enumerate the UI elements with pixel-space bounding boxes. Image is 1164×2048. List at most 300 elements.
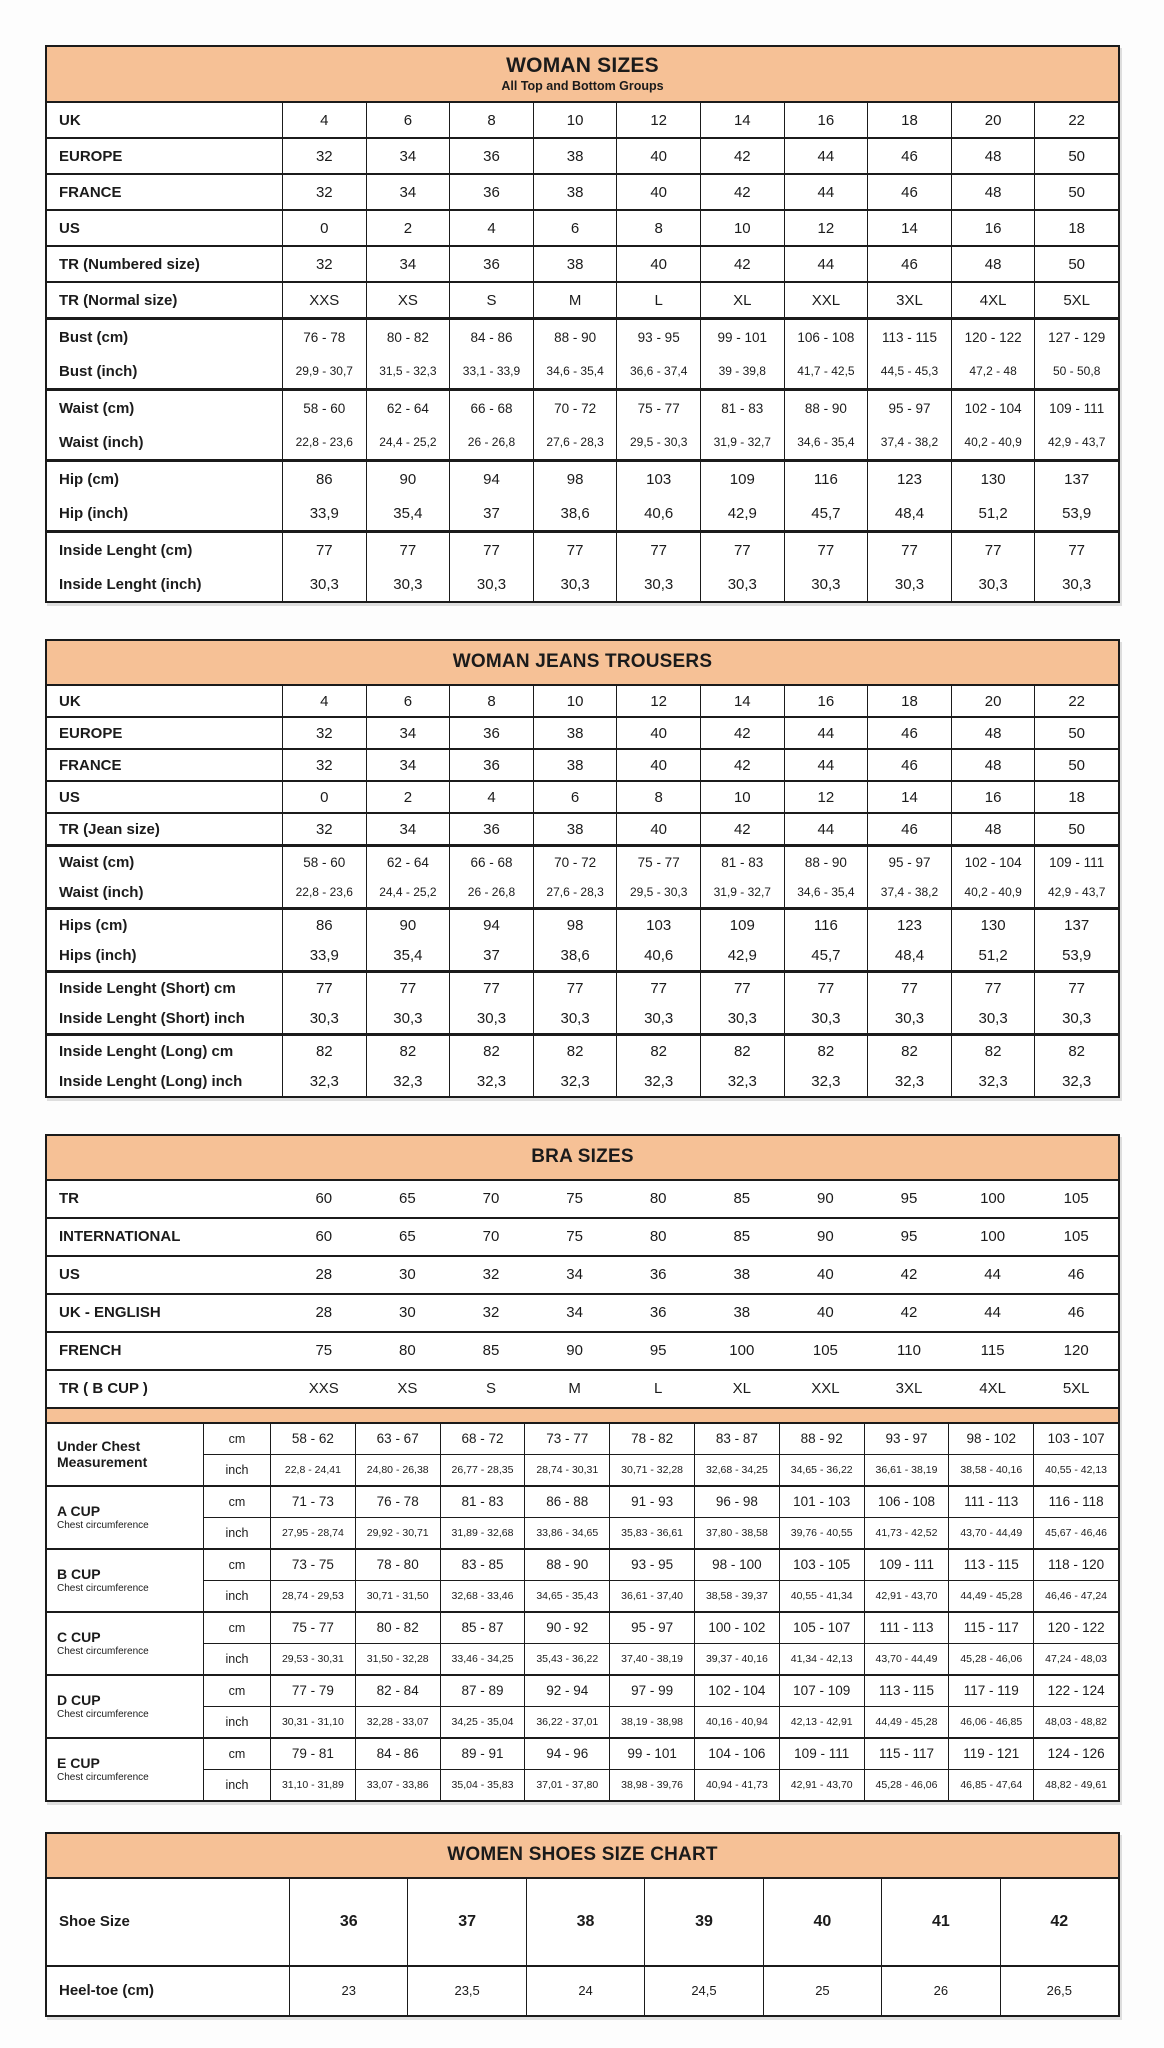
size-cell: 46,06 - 46,85: [948, 1707, 1033, 1737]
size-cell: 22,8 - 24,41: [270, 1455, 355, 1485]
cup-label: [47, 1613, 203, 1674]
size-cell: 101 - 103: [779, 1487, 864, 1518]
size-cell: 40: [817, 1266, 834, 1284]
size-cell: 93 - 95: [616, 320, 700, 354]
size-cell: 60: [315, 1228, 333, 1246]
size-cell: 130: [951, 462, 1035, 496]
size-cell: 75 - 77: [616, 391, 700, 425]
size-cell: 37: [407, 1879, 525, 1965]
size-cell: 46,85 - 47,64: [948, 1770, 1033, 1800]
size-cell: 43,70 - 44,49: [864, 1644, 949, 1674]
table-row: [47, 317, 1118, 354]
size-cell: 116: [784, 910, 868, 940]
size-cell: 95: [649, 1342, 667, 1360]
size-cell: 24,4 - 25,2: [366, 877, 450, 907]
size-cell: 122 - 124: [1033, 1676, 1118, 1707]
size-cell: 14: [867, 211, 951, 245]
size-cell: 78 - 82: [609, 1424, 694, 1455]
size-cell: 4XL: [979, 1380, 1006, 1398]
size-cell: 32,3: [867, 1066, 951, 1096]
row-label: Waist (cm): [59, 853, 135, 871]
size-cell: XS: [397, 1380, 418, 1398]
size-cell: 34,65 - 35,43: [524, 1581, 609, 1611]
size-cell: 79 - 81: [270, 1739, 355, 1770]
size-cell: 32,3: [700, 1066, 784, 1096]
size-cell: 93 - 95: [609, 1550, 694, 1581]
size-cell: 105: [1063, 1190, 1089, 1208]
size-cell: 30,3: [700, 1003, 784, 1033]
size-cell: 95: [900, 1228, 918, 1246]
size-cell: 24,4 - 25,2: [366, 425, 450, 459]
size-cell: 36: [449, 814, 533, 844]
size-cell: 88 - 90: [784, 847, 868, 877]
size-cell: 46,46 - 47,24: [1033, 1581, 1118, 1611]
size-cell: 5XL: [1034, 283, 1118, 317]
size-cell: 31,50 - 32,28: [355, 1644, 440, 1674]
table-row: [47, 844, 1118, 877]
size-cell: 46: [867, 718, 951, 748]
size-cell: 16: [951, 782, 1035, 812]
size-cell: 40: [616, 175, 700, 209]
size-cell: 87 - 89: [440, 1676, 525, 1707]
size-cell: 38,6: [533, 496, 617, 530]
row-label: Inside Lenght (cm): [59, 541, 193, 559]
size-cell: 116: [784, 462, 868, 496]
size-cell: 12: [784, 211, 868, 245]
size-cell: 50: [1034, 718, 1118, 748]
table-row: [47, 748, 1118, 780]
size-cell: 82: [533, 1036, 617, 1066]
size-cell: 102 - 104: [951, 391, 1035, 425]
size-cell: 109 - 111: [864, 1550, 949, 1581]
size-cell: 124 - 126: [1033, 1739, 1118, 1770]
size-cell: 70 - 72: [533, 391, 617, 425]
size-cell: 16: [951, 211, 1035, 245]
woman-sizes-body: [47, 103, 1118, 601]
row-label: Bust (cm): [59, 328, 129, 346]
cup-subtitle: Chest circumference: [57, 1709, 149, 1721]
size-cell: 77: [282, 533, 366, 567]
size-cell: 77: [867, 533, 951, 567]
size-cell: 38: [733, 1304, 751, 1322]
table-row: [47, 877, 1118, 907]
size-cell: 48,4: [867, 496, 951, 530]
size-cell: 44: [784, 814, 868, 844]
row-label: FRENCH: [59, 1342, 122, 1360]
size-cell: 50: [1034, 175, 1118, 209]
size-cell: 32,3: [951, 1066, 1035, 1096]
size-cell: 102 - 104: [951, 847, 1035, 877]
size-cell: 30,3: [282, 567, 366, 601]
row-label: TR (Jean size): [59, 820, 160, 838]
size-cell: 25: [763, 1967, 881, 2015]
size-cell: 37,4 - 38,2: [867, 877, 951, 907]
size-cell: 63 - 67: [355, 1424, 440, 1455]
cup-label: [47, 1424, 203, 1485]
size-cell: 31,10 - 31,89: [270, 1770, 355, 1800]
size-cell: 40,55 - 42,13: [1033, 1455, 1118, 1485]
size-cell: 42: [700, 750, 784, 780]
row-label: Inside Lenght (Short) cm: [59, 979, 236, 997]
size-cell: 30,3: [784, 567, 868, 601]
size-cell: 109: [700, 462, 784, 496]
size-cell: XXS: [308, 1380, 339, 1398]
size-cell: 33,1 - 33,9: [449, 354, 533, 388]
size-cell: 38: [533, 750, 617, 780]
size-cell: S: [449, 283, 533, 317]
size-cell: 113 - 115: [864, 1676, 949, 1707]
table-row: [47, 388, 1118, 425]
table-row: [47, 1369, 1118, 1407]
size-cell: 32: [282, 718, 366, 748]
size-cell: 77: [366, 533, 450, 567]
shoes-size-body: [47, 1879, 1118, 2015]
size-cell: 48: [951, 247, 1035, 281]
size-cell: 32: [282, 750, 366, 780]
size-cell: 82: [366, 1036, 450, 1066]
size-cell: 109 - 111: [1034, 391, 1118, 425]
size-cell: 80 - 82: [355, 1613, 440, 1644]
size-cell: 46: [867, 814, 951, 844]
size-cell: 95 - 97: [867, 847, 951, 877]
size-cell: 77: [616, 533, 700, 567]
size-cell: 38: [533, 175, 617, 209]
cup-group: [47, 1485, 1118, 1548]
size-cell: 82: [1034, 1036, 1118, 1066]
size-cell: 29,5 - 30,3: [616, 425, 700, 459]
size-cell: 31,5 - 32,3: [366, 354, 450, 388]
size-cell: 36: [649, 1304, 667, 1322]
size-cell: 40,2 - 40,9: [951, 877, 1035, 907]
row-label: EUROPE: [59, 724, 123, 742]
size-cell: 35,83 - 36,61: [609, 1518, 694, 1548]
bra-cup-grid: [47, 1424, 1118, 1800]
size-cell: 71 - 73: [270, 1487, 355, 1518]
size-cell: 50 - 50,8: [1034, 354, 1118, 388]
table-row: [47, 496, 1118, 530]
size-cell: 6: [533, 782, 617, 812]
size-cell: 30,3: [867, 567, 951, 601]
size-cell: 100 - 102: [694, 1613, 779, 1644]
size-cell: 30: [399, 1266, 416, 1284]
size-cell: S: [485, 1380, 496, 1398]
size-cell: 34,6 - 35,4: [533, 354, 617, 388]
size-cell: 32,3: [784, 1066, 868, 1096]
unit-label-inch: inch: [203, 1581, 270, 1611]
size-cell: 3XL: [895, 1380, 923, 1398]
size-cell: 97 - 99: [609, 1676, 694, 1707]
size-cell: 75: [566, 1228, 583, 1246]
size-cell: 42,9 - 43,7: [1034, 425, 1118, 459]
size-cell: 14: [867, 782, 951, 812]
size-cell: 46: [867, 139, 951, 173]
size-cell: 30,3: [700, 567, 784, 601]
unit-label-inch: inch: [203, 1707, 270, 1737]
size-cell: 29,5 - 30,3: [616, 877, 700, 907]
size-cell: 4: [282, 686, 366, 716]
jeans-trousers-table: [45, 639, 1120, 1098]
size-cell: 39: [644, 1879, 762, 1965]
size-cell: 42: [700, 814, 784, 844]
size-cell: 44: [784, 750, 868, 780]
size-cell: 45,7: [784, 940, 868, 970]
size-cell: 27,95 - 28,74: [270, 1518, 355, 1548]
size-cell: 2: [366, 211, 450, 245]
size-cell: 34,25 - 35,04: [440, 1707, 525, 1737]
size-cell: 44: [784, 247, 868, 281]
row-label: FRANCE: [59, 756, 122, 774]
cup-subtitle: Chest circumference: [57, 1646, 149, 1658]
size-cell: 23,5: [407, 1967, 525, 2015]
size-cell: XS: [366, 283, 450, 317]
row-label: Hips (cm): [59, 916, 128, 934]
size-cell: 32,68 - 34,25: [694, 1455, 779, 1485]
row-label: UK: [59, 111, 81, 129]
size-cell: 33,46 - 34,25: [440, 1644, 525, 1674]
size-cell: 86: [282, 910, 366, 940]
size-cell: 12: [616, 686, 700, 716]
table-row: [47, 459, 1118, 496]
size-cell: 58 - 60: [282, 391, 366, 425]
jeans-trousers-header: [47, 641, 1118, 686]
size-cell: 81 - 83: [700, 847, 784, 877]
size-cell: XXL: [811, 1380, 840, 1398]
size-cell: XL: [700, 283, 784, 317]
size-cell: 40: [616, 139, 700, 173]
size-cell: 94: [449, 462, 533, 496]
size-cell: 51,2: [951, 940, 1035, 970]
size-cell: 81 - 83: [700, 391, 784, 425]
size-cell: 4XL: [951, 283, 1035, 317]
size-cell: 103: [616, 462, 700, 496]
size-cell: 32: [282, 247, 366, 281]
size-cell: 40,16 - 40,94: [694, 1707, 779, 1737]
size-cell: 34,65 - 36,22: [779, 1455, 864, 1485]
size-cell: 28,74 - 29,53: [270, 1581, 355, 1611]
size-cell: 24,80 - 26,38: [355, 1455, 440, 1485]
unit-label-cm: cm: [203, 1550, 270, 1581]
size-cell: 44: [784, 718, 868, 748]
size-cell: 83 - 85: [440, 1550, 525, 1581]
size-cell: 80: [649, 1228, 667, 1246]
size-cell: 82: [700, 1036, 784, 1066]
size-cell: 48: [951, 814, 1035, 844]
size-cell: 32,3: [366, 1066, 450, 1096]
size-cell: 82: [449, 1036, 533, 1066]
size-cell: 106 - 108: [864, 1487, 949, 1518]
size-cell: 34: [366, 175, 450, 209]
size-cell: 32: [282, 139, 366, 173]
size-cell: 32,68 - 33,46: [440, 1581, 525, 1611]
cup-label: [47, 1550, 203, 1611]
size-cell: 24,5: [644, 1967, 762, 2015]
size-cell: 90: [817, 1228, 834, 1246]
size-cell: 8: [616, 782, 700, 812]
size-cell: 103: [616, 910, 700, 940]
size-cell: 98 - 100: [694, 1550, 779, 1581]
size-cell: 107 - 109: [779, 1676, 864, 1707]
size-cell: 30,71 - 32,28: [609, 1455, 694, 1485]
size-cell: 120: [1063, 1342, 1089, 1360]
unit-label-cm: cm: [203, 1739, 270, 1770]
cup-group: [47, 1737, 1118, 1800]
size-cell: 85 - 87: [440, 1613, 525, 1644]
size-cell: L: [616, 283, 700, 317]
size-cell: 30: [399, 1304, 416, 1322]
size-cell: 100: [980, 1228, 1006, 1246]
size-cell: 46: [1067, 1266, 1085, 1284]
size-cell: 14: [700, 686, 784, 716]
size-cell: 82: [951, 1036, 1035, 1066]
size-cell: 77: [784, 533, 868, 567]
size-cell: 48: [951, 175, 1035, 209]
size-cell: 94: [449, 910, 533, 940]
size-cell: 40: [763, 1879, 881, 1965]
size-cell: 30,3: [533, 1003, 617, 1033]
size-cell: 34: [566, 1304, 583, 1322]
size-cell: 82 - 84: [355, 1676, 440, 1707]
size-cell: 82: [616, 1036, 700, 1066]
row-label: Waist (inch): [59, 433, 144, 451]
size-cell: 12: [784, 782, 868, 812]
size-cell: 43,70 - 44,49: [948, 1518, 1033, 1548]
cup-group: [47, 1548, 1118, 1611]
size-cell: 37,4 - 38,2: [867, 425, 951, 459]
size-cell: 42: [700, 718, 784, 748]
size-cell: 30,3: [951, 1003, 1035, 1033]
size-cell: 77: [449, 973, 533, 1003]
unit-label-cm: cm: [203, 1487, 270, 1518]
table-row: [47, 530, 1118, 567]
size-cell: 33,07 - 33,86: [355, 1770, 440, 1800]
size-cell: 119 - 121: [948, 1739, 1033, 1770]
size-cell: 46: [1067, 1304, 1085, 1322]
size-cell: 30,71 - 31,50: [355, 1581, 440, 1611]
size-cell: 99 - 101: [700, 320, 784, 354]
unit-label-cm: cm: [203, 1676, 270, 1707]
size-cell: 76 - 78: [282, 320, 366, 354]
row-label: Hip (cm): [59, 470, 119, 488]
size-cell: 36: [449, 718, 533, 748]
size-cell: 6: [533, 211, 617, 245]
size-cell: 37: [449, 940, 533, 970]
size-cell: 40,55 - 41,34: [779, 1581, 864, 1611]
unit-label-inch: inch: [203, 1644, 270, 1674]
size-cell: 34: [366, 718, 450, 748]
table-row: [47, 940, 1118, 970]
size-cell: 32,3: [449, 1066, 533, 1096]
size-cell: 44: [984, 1304, 1001, 1322]
size-cell: XXS: [282, 283, 366, 317]
size-cell: 85: [733, 1228, 751, 1246]
size-cell: 105: [812, 1342, 838, 1360]
size-cell: 18: [1034, 211, 1118, 245]
row-label: US: [59, 219, 80, 237]
size-cell: 104 - 106: [694, 1739, 779, 1770]
size-cell: 86: [282, 462, 366, 496]
size-cell: 42: [1000, 1879, 1118, 1965]
size-cell: 45,28 - 46,06: [948, 1644, 1033, 1674]
size-cell: 45,67 - 46,46: [1033, 1518, 1118, 1548]
size-cell: 62 - 64: [366, 391, 450, 425]
size-cell: 20: [951, 103, 1035, 137]
size-cell: 35,04 - 35,83: [440, 1770, 525, 1800]
size-cell: 40: [616, 814, 700, 844]
size-cell: 27,6 - 28,3: [533, 877, 617, 907]
size-cell: 32,3: [616, 1066, 700, 1096]
size-cell: 30,3: [616, 567, 700, 601]
size-cell: XL: [732, 1380, 751, 1398]
size-cell: 42,9: [700, 940, 784, 970]
size-cell: 3XL: [867, 283, 951, 317]
size-cell: 102 - 104: [694, 1676, 779, 1707]
size-cell: 48,4: [867, 940, 951, 970]
size-cell: 36: [449, 175, 533, 209]
size-cell: 48,03 - 48,82: [1033, 1707, 1118, 1737]
size-cell: 92 - 94: [524, 1676, 609, 1707]
size-cell: 42,9: [700, 496, 784, 530]
size-cell: 33,86 - 34,65: [524, 1518, 609, 1548]
size-cell: 70: [482, 1228, 500, 1246]
size-cell: 75 - 77: [270, 1613, 355, 1644]
size-cell: 116 - 118: [1033, 1487, 1118, 1518]
table-row: [47, 245, 1118, 281]
size-cell: 115 - 117: [948, 1613, 1033, 1644]
size-cell: 20: [951, 686, 1035, 716]
size-cell: 4: [449, 211, 533, 245]
size-cell: 77: [951, 533, 1035, 567]
size-cell: 103 - 107: [1033, 1424, 1118, 1455]
size-cell: 30,3: [282, 1003, 366, 1033]
size-cell: 32: [282, 175, 366, 209]
size-cell: 127 - 129: [1034, 320, 1118, 354]
table-row: [47, 780, 1118, 812]
size-cell: 34: [566, 1266, 583, 1284]
size-cell: 110: [897, 1342, 921, 1360]
row-label: Heel-toe (cm): [59, 1982, 155, 1999]
size-cell: 95 - 97: [867, 391, 951, 425]
cup-name: B CUP: [57, 1566, 101, 1583]
size-cell: 100: [729, 1342, 755, 1360]
table-row: [47, 1066, 1118, 1096]
cup-label: [47, 1739, 203, 1800]
size-cell: 38: [533, 139, 617, 173]
row-label: EUROPE: [59, 147, 123, 165]
size-cell: 37,40 - 38,19: [609, 1644, 694, 1674]
size-cell: 37,01 - 37,80: [524, 1770, 609, 1800]
bra-sizes-body: [47, 1181, 1118, 1407]
table-row: [47, 1331, 1118, 1369]
size-cell: 30,3: [1034, 1003, 1118, 1033]
size-cell: 115: [980, 1342, 1005, 1360]
size-cell: 33,9: [282, 940, 366, 970]
size-cell: 120 - 122: [951, 320, 1035, 354]
size-cell: 22,8 - 23,6: [282, 425, 366, 459]
size-cell: 130: [951, 910, 1035, 940]
size-cell: 106 - 108: [784, 320, 868, 354]
size-cell: 40: [616, 718, 700, 748]
size-cell: 50: [1034, 750, 1118, 780]
size-cell: 88 - 90: [533, 320, 617, 354]
size-cell: 32: [282, 814, 366, 844]
size-cell: 77: [867, 973, 951, 1003]
size-cell: 42: [700, 175, 784, 209]
size-cell: 30,3: [449, 1003, 533, 1033]
size-cell: 66 - 68: [449, 847, 533, 877]
bra-sizes-table: [45, 1134, 1120, 1802]
cup-subtitle: Chest circumference: [57, 1583, 149, 1595]
size-cell: 40: [616, 247, 700, 281]
